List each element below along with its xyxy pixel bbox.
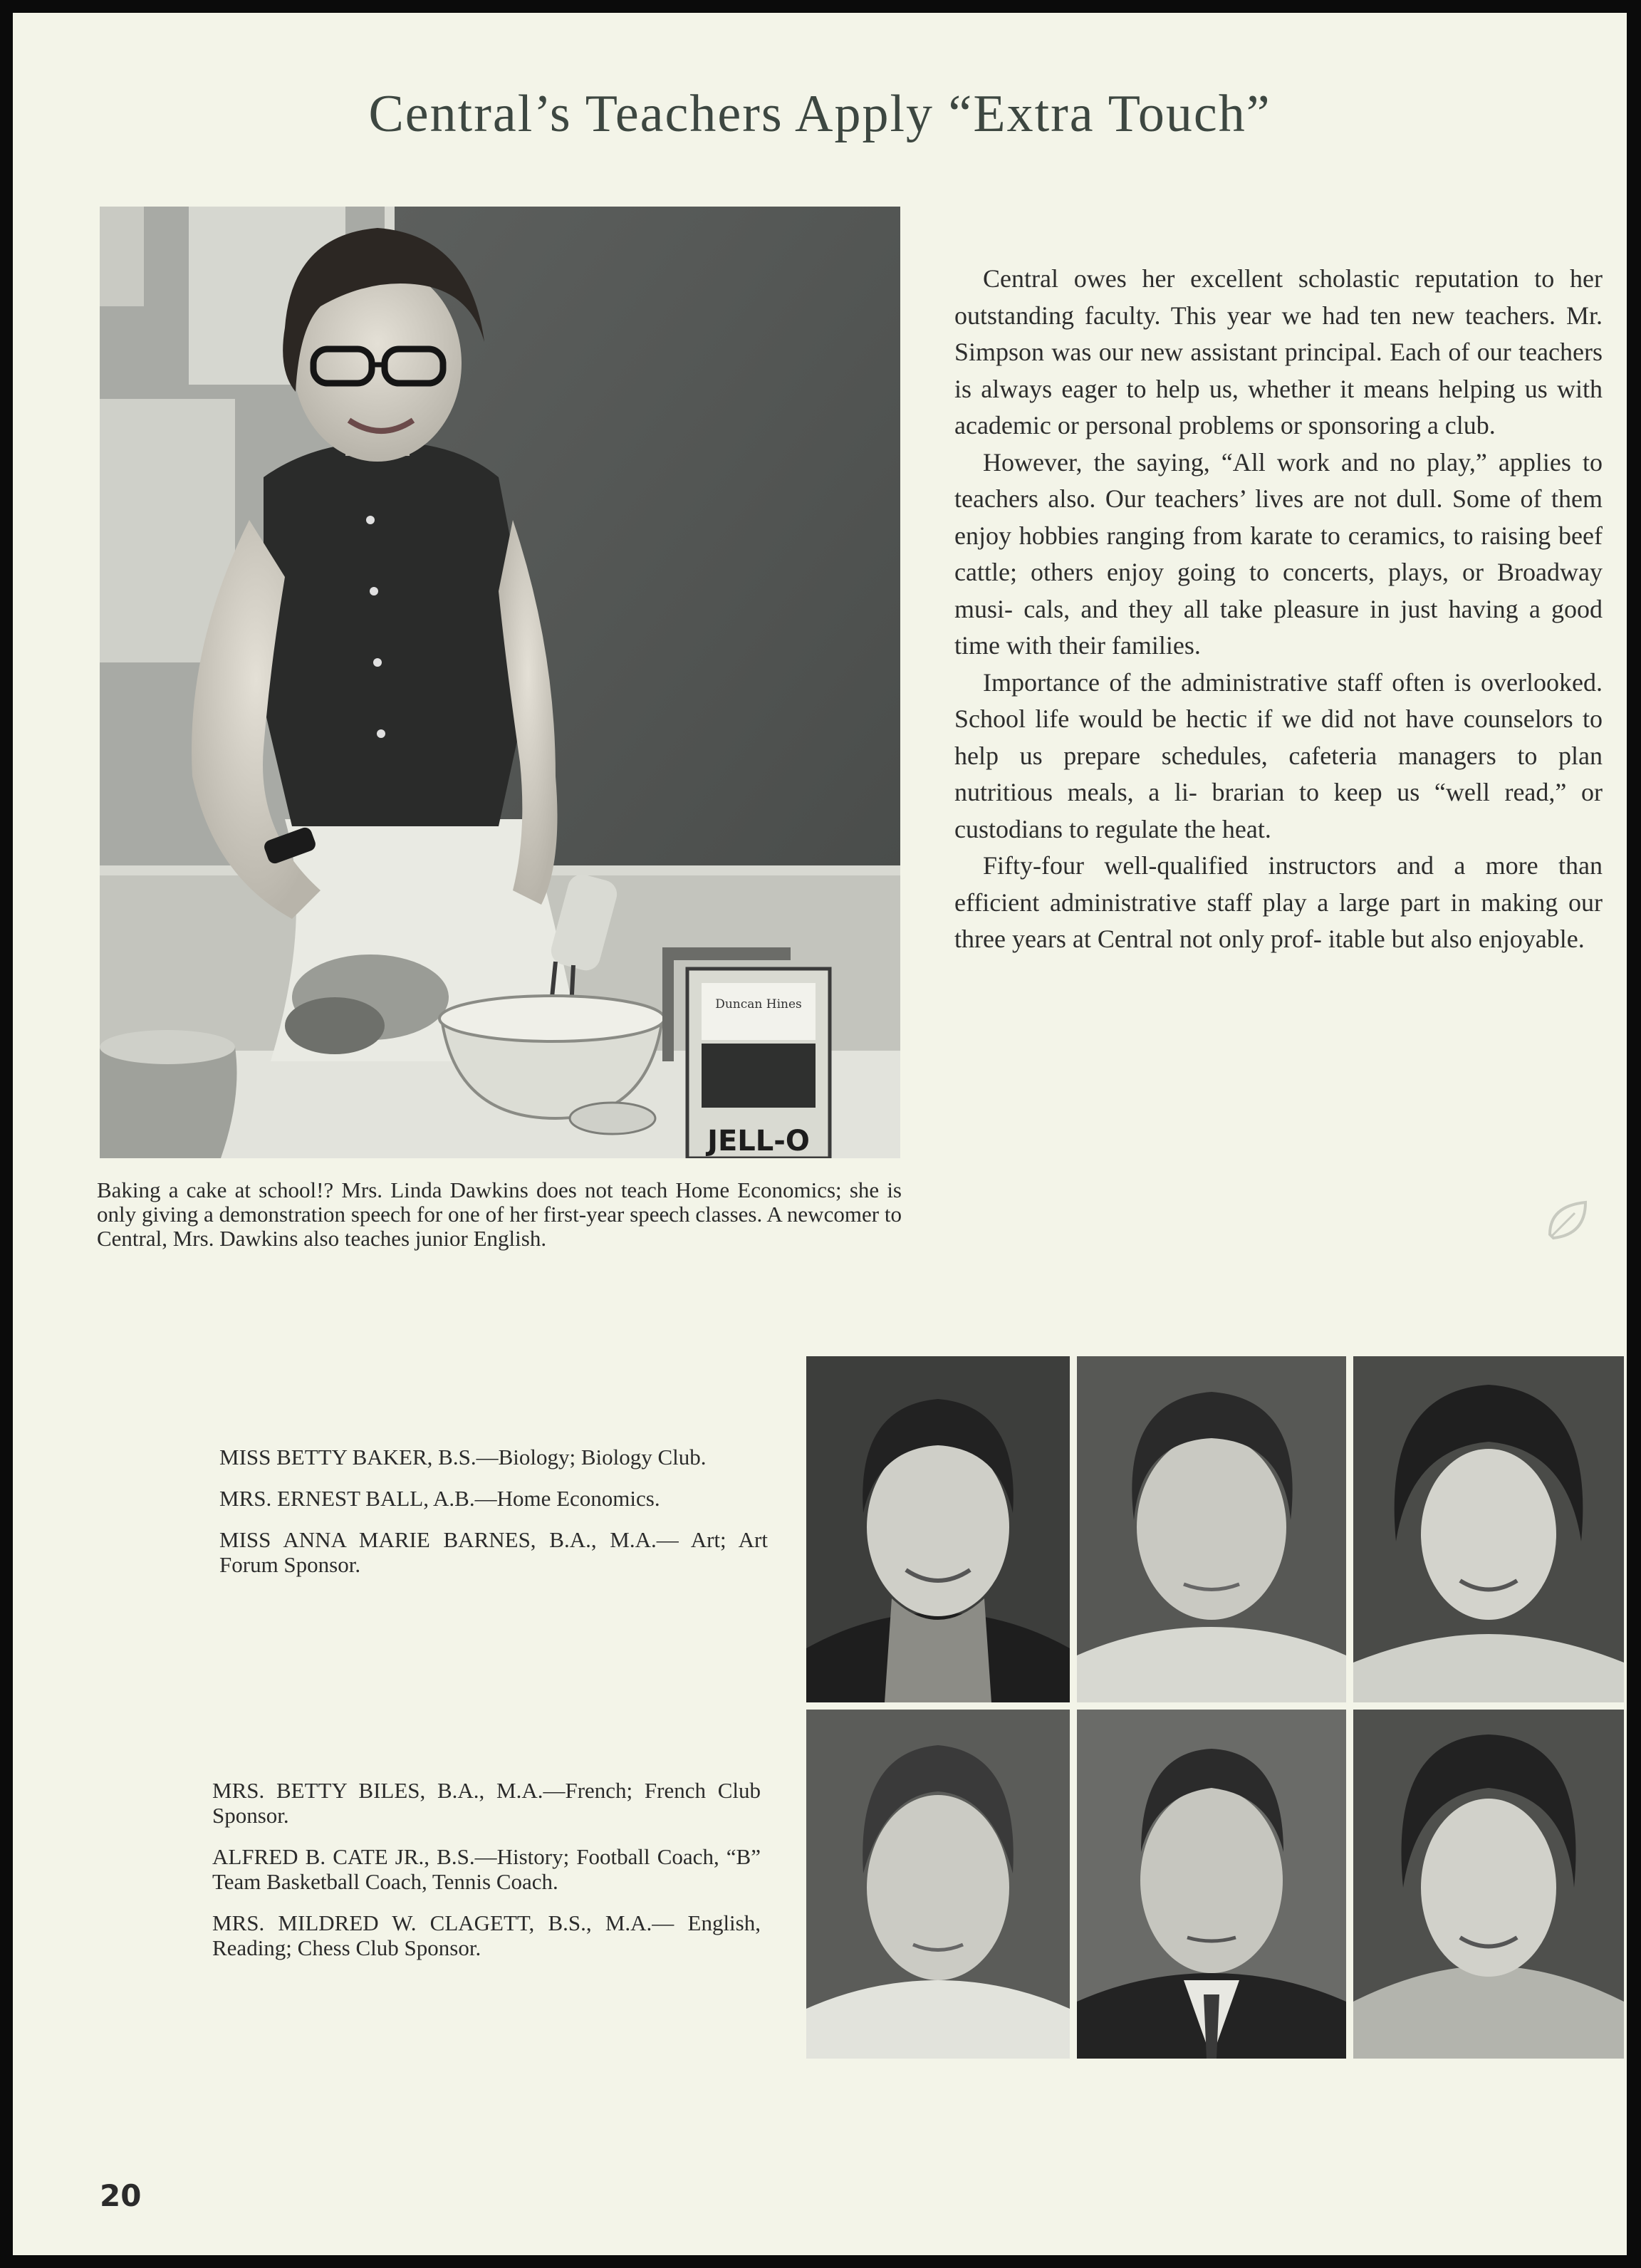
article-paragraph: Central owes her excellent scholastic reputation to her outstanding faculty. This year we had ten new teachers. Mr. Simpson was our new assistant principal. Each of our teachers is always eager to help us, whether it means helping us with academic or personal problems or sponsoring a club. bbox=[954, 264, 1603, 439]
faculty-entry-biles: MRS. BETTY BILES, B.A., M.A.—French; French Club Sponsor. bbox=[212, 1778, 761, 1828]
box-label-duncan-hines: Duncan Hines bbox=[715, 997, 802, 1011]
page-title: Central’s Teachers Apply “Extra Touch” bbox=[368, 85, 1271, 143]
faculty-list-top bbox=[219, 1445, 768, 1593]
portrait-barnes bbox=[1353, 1356, 1624, 1702]
yearbook-page bbox=[13, 13, 1627, 2255]
main-photo bbox=[100, 207, 900, 1158]
article-paragraph: Fifty-four well-qualified instructors and a more than efficient administrative staff play a large part in making our three years at Central not only prof- itable but also enjoyable. bbox=[954, 851, 1603, 953]
box-label-jello: JELL-O bbox=[707, 1125, 810, 1158]
portrait-ball bbox=[1077, 1356, 1346, 1702]
article-paragraph: However, the saying, “All work and no play,” applies to teachers also. Our teachers’ lives are not dull. Some of them enjoy hobbies ranging from karate to ceramics, to raising beef cattle; others enjoy going to concerts, plays, or Broadway musi- cals, and they all take pleasure in just having a good time with their families. bbox=[954, 447, 1603, 660]
photo-caption: Baking a cake at school!? Mrs. Linda Dawkins does not teach Home Economics; she is only giving a demonstration speech for one of her first-year speech classes. A newcomer to Central, Mrs. Dawkins also teaches junior English. bbox=[97, 1177, 902, 1251]
article-body bbox=[954, 261, 1603, 958]
faculty-entry-ball: MRS. ERNEST BALL, A.B.—Home Economics. bbox=[219, 1486, 660, 1511]
portrait-biles bbox=[806, 1710, 1070, 2059]
page-number: 20 bbox=[100, 2178, 142, 2213]
faculty-list-bottom bbox=[212, 1778, 761, 1977]
portrait-grid bbox=[806, 1356, 1624, 2059]
portrait-clagett bbox=[1353, 1710, 1624, 2059]
article-paragraph: Importance of the administrative staff often is overlooked. School life would be hectic if we did not have counselors to help us prepare schedules, cafeteria managers to plan nutritious meals, a li- brarian to keep us “well read,” or custodians to regulate the heat. bbox=[954, 667, 1603, 843]
portrait-baker bbox=[806, 1356, 1070, 1702]
leaf-icon bbox=[1543, 1195, 1593, 1245]
portrait-cate bbox=[1077, 1710, 1346, 2059]
faculty-entry-cate: ALFRED B. CATE JR., B.S.—History; Football Coach, “B” Team Basketball Coach, Tennis Coach. bbox=[212, 1844, 761, 1894]
faculty-entry-barnes: MISS ANNA MARIE BARNES, B.A., M.A.— Art; Art Forum Sponsor. bbox=[219, 1527, 768, 1577]
faculty-entry-clagett: MRS. MILDRED W. CLAGETT, B.S., M.A.— English, Reading; Chess Club Sponsor. bbox=[212, 1910, 761, 1960]
faculty-entry-baker: MISS BETTY BAKER, B.S.—Biology; Biology Club. bbox=[219, 1445, 707, 1469]
